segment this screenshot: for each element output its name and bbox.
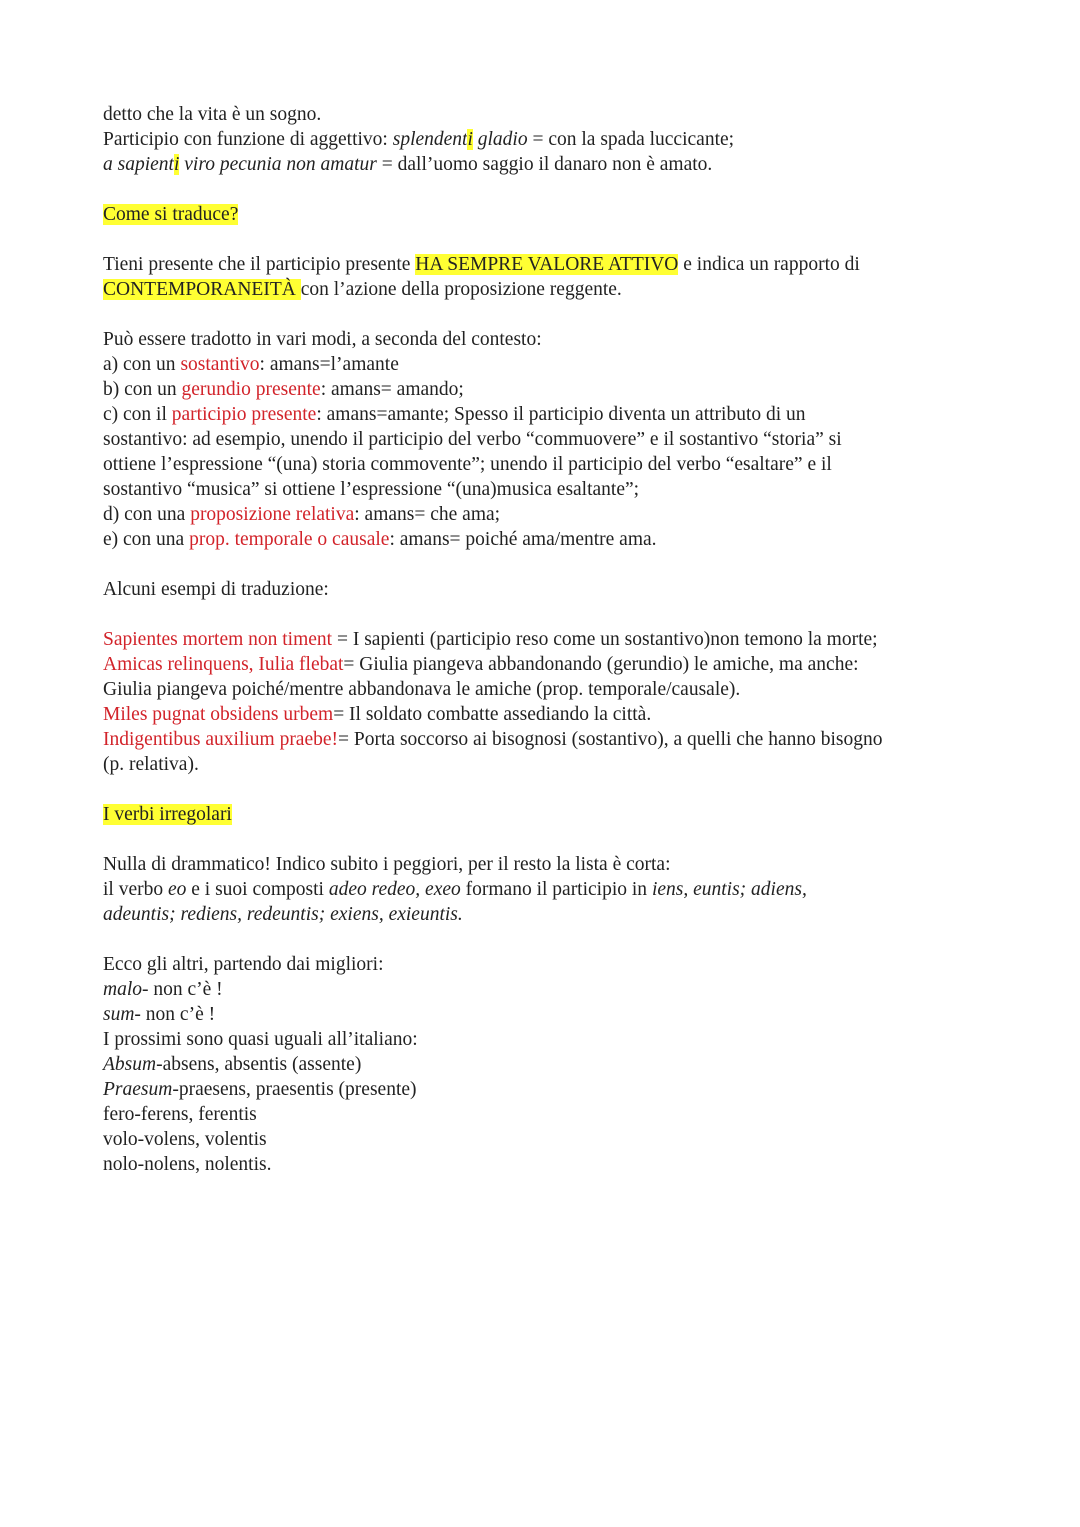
text-run: formano il participio in [460,879,652,900]
mode-c-line-4: sostantivo “musica” si ottiene l’espressione “(una)musica esaltante”; [103,479,640,500]
text-run: = con la spada luccicante; [527,129,735,150]
text-run: - non c’è ! [134,1004,216,1025]
text-run: e indica un rapporto di [678,254,860,275]
rule-line-2 [103,277,1003,302]
example-1 [103,627,1003,652]
text-run: = dall’uomo saggio il danaro non è amato. [376,154,713,175]
modes-intro: Può essere tradotto in vari modi, a seconda del contesto: [103,329,542,350]
highlight: i [467,129,473,150]
latin-term [393,129,528,150]
red-term: gerundio presente [181,379,321,400]
text-run: = Giulia piangeva abbandonando (gerundio) le amiche, ma anche: [343,654,859,675]
latin-term: Absum [103,1054,157,1075]
red-term: participio presente [171,404,317,425]
text-run: - non c’è ! [142,979,223,1000]
text-run: il verbo [103,879,168,900]
text-run: -praesens, praesentis (presente) [172,1079,417,1100]
text-run: = Porta soccorso ai bisognosi (sostantivo), a quelli che hanno bisogno [338,729,883,750]
latin-term: malo [103,979,142,1000]
example-3 [103,702,1003,727]
intro-line-1: detto che la vita è un sogno. [103,104,322,125]
mode-b [103,377,1003,402]
text-run: c) con il [103,404,172,425]
document-page [103,102,1003,1177]
examples-intro: Alcuni esempi di traduzione: [103,579,329,600]
heading-irregular [103,802,1003,827]
highlight: i [173,154,180,175]
text-run: : amans= amando; [320,379,464,400]
irregular-line-2 [103,877,1003,902]
mode-a [103,352,1003,377]
mode-c-line-2: sostantivo: ad esempio, unendo il participio del verbo “commuovere” e il sostantivo “storia” si [103,429,842,450]
heading-translate [103,202,1003,227]
latin-term: adeo redeo, exeo [328,879,461,900]
latin-example: Indigentibus auxilium praebe! [103,729,339,750]
irregular-line-3 [103,902,1003,927]
text-run: : amans= che ama; [354,504,501,525]
latin-term: sum [103,1004,135,1025]
text-run: a) con un [103,354,181,375]
mode-e [103,527,1003,552]
verb-praesum [103,1077,1003,1102]
text-run: : amans= poiché ama/mentre ama. [389,529,657,550]
text-run: viro pecunia non amatur [179,154,377,175]
example-2-line-2: Giulia piangeva poiché/mentre abbandonava le amiche (prop. temporale/causale). [103,679,741,700]
irregular-line-1: Nulla di drammatico! Indico subito i peggiori, per il resto la lista è corta: [103,854,671,875]
text-run: d) con una [103,504,191,525]
latin-term: adeuntis; rediens, redeuntis; exiens, exieuntis. [103,904,463,925]
mode-d [103,502,1003,527]
section-heading: Come si traduce? [103,204,239,225]
text-run: con l’azione della proposizione reggente. [300,279,622,300]
verb-fero: fero-ferens, ferentis [103,1104,257,1125]
text-run: = Il soldato combatte assediando la città. [333,704,652,725]
mode-c-line-3: ottiene l’espressione “(una) storia commovente”; unendo il participio del verbo “esaltare” e il [103,454,832,475]
example-2 [103,652,1003,677]
rule-line-1 [103,252,1003,277]
latin-term: eo [167,879,187,900]
example-4-line-2: (p. relativa). [103,754,199,775]
text-run: Participio con funzione di aggettivo: [103,129,393,150]
text-run: gladio [472,129,528,150]
example-4 [103,727,1003,752]
verb-malo [103,977,1003,1002]
highlight: HA SEMPRE VALORE ATTIVO [415,254,679,275]
others-intro: Ecco gli altri, partendo dai migliori: [103,954,384,975]
text-run: : amans=amante; Spesso il participio diventa un attributo di un [316,404,806,425]
text-run: e) con una [103,529,190,550]
verb-sum [103,1002,1003,1027]
intro-line-2 [103,127,1003,152]
red-term: proposizione relativa [190,504,355,525]
latin-term: Praesum [103,1079,173,1100]
text-run: a sapient [103,154,174,175]
red-term: sostantivo [180,354,260,375]
text-run: : amans=l’amante [259,354,399,375]
latin-example: Miles pugnat obsidens urbem [103,704,334,725]
red-term: prop. temporale o causale [189,529,390,550]
verb-absum [103,1052,1003,1077]
latin-term: iens, euntis; adiens, [651,879,807,900]
latin-term [103,154,377,175]
latin-example: Sapientes mortem non timent [103,629,333,650]
text-run: b) con un [103,379,182,400]
verb-volo: volo-volens, volentis [103,1129,267,1150]
highlight: CONTEMPORANEITÀ [103,279,301,300]
text-run: = I sapienti (participio reso come un sostantivo)non temono la morte; [332,629,878,650]
text-run: splendent [392,129,468,150]
text-run: e i suoi composti [186,879,329,900]
mode-c [103,402,1003,427]
latin-example: Amicas relinquens, Iulia flebat [103,654,344,675]
section-heading: I verbi irregolari [103,804,232,825]
similar-intro: I prossimi sono quasi uguali all’italiano: [103,1029,418,1050]
intro-line-3 [103,152,1003,177]
text-run: Tieni presente che il participio presente [103,254,416,275]
text-run: -absens, absentis (assente) [156,1054,362,1075]
verb-nolo: nolo-nolens, nolentis. [103,1154,272,1175]
